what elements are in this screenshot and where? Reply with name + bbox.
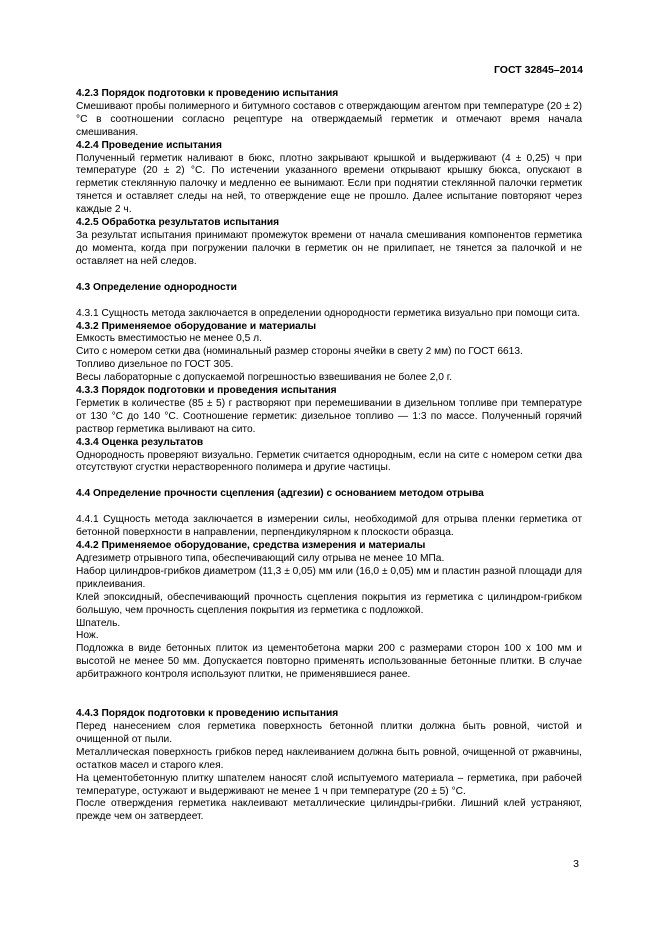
subsection-heading: 4.2.4 Проведение испытания xyxy=(76,139,222,151)
document-header-id: ГОСТ 32845–2014 xyxy=(493,64,583,76)
subsection-heading: 4.3.4 Оценка результатов xyxy=(76,436,204,448)
paragraph: Герметик в количестве (85 ± 5) г растворяют при перемешивании в дизельном топливе при температуре от 130 °С до 140 °С. Соотношение герметик: дизельное топливо — 1:3 по массе. Полученный горячий раствор герметика выливают на сито. xyxy=(76,397,582,435)
spacer xyxy=(76,295,582,308)
paragraph: Металлическая поверхность грибков перед наклеиванием должна быть ровной, очищенной от ржавчины, остатков масел и старого клея. xyxy=(76,746,582,771)
section-heading: 4.3 Определение однородности xyxy=(76,281,237,293)
paragraph: 4.4.1 Сущность метода заключается в измерении силы, необходимой для отрыва пленки герметика от бетонной поверхности в направлении, перпендикулярном к плоскости образца. xyxy=(76,514,582,539)
spacer xyxy=(76,269,582,282)
subsection-heading: 4.2.5 Обработка результатов испытания xyxy=(76,217,280,229)
paragraph: Весы лабораторные с допускаемой погрешностью взвешивания не более 2,0 г. xyxy=(76,372,453,384)
subsection-heading: 4.4.3 Порядок подготовки к проведению испытания xyxy=(76,708,339,720)
spacer xyxy=(76,501,582,514)
paragraph: После отверждения герметика наклеивают металлические цилиндры-грибки. Лишний клей устраняют, прежде чем он затвердеет. xyxy=(76,798,582,823)
paragraph: Клей эпоксидный, обеспечивающий прочность сцепления покрытия из герметика с цилиндром-грибком большую, чем прочность сцепления покрытия из герметика с подложкой. xyxy=(76,591,582,616)
subsection-heading: 4.4.2 Применяемое оборудование, средства измерения и материалы xyxy=(76,540,426,552)
paragraph: Шпатель. xyxy=(76,617,121,629)
subsection-heading: 4.2.3 Порядок подготовки к проведению испытания xyxy=(76,88,339,99)
paragraph: Нож. xyxy=(76,630,99,642)
subsection-heading: 4.3.2 Применяемое оборудование и материалы xyxy=(76,320,317,332)
paragraph: Адгезиметр отрывного типа, обеспечивающий силу отрыва не менее 10 МПа. xyxy=(76,553,445,564)
section-heading: 4.4 Определение прочности сцепления (адгезии) с основанием методом отрыва xyxy=(76,488,484,500)
paragraph: Подложка в виде бетонных плиток из цементобетона марки 200 с размерами сторон 100 х 100 мм и высотой не менее 50 мм. Допускается повторно применять использованные бетонные плитки. В случае арбитражного контроля используют плитки, не применявшиеся ранее. xyxy=(76,643,582,681)
paragraph: На цементобетонную плитку шпателем наносят слой испытуемого материала – герметика, при рабочей температуре, остужают и выдерживают не менее 1 ч при температуре (20 ± 5) °С. xyxy=(76,772,582,797)
paragraph: Перед нанесением слоя герметика поверхность бетонной плитки должна быть ровной, чистой и очищенной от пыли. xyxy=(76,720,582,745)
paragraph: Сито с номером сетки два (номинальный размер стороны ячейки в свету 2 мм) по ГОСТ 6613. xyxy=(76,346,523,358)
paragraph: Смешивают пробы полимерного и битумного составов с отверждающим агентом при температуре (20 ± 2) °С в соотношении согласно рецептуре на отверждаемый герметик и отмечают время начала смешивания. xyxy=(76,100,582,138)
paragraph: За результат испытания принимают промежуток времени от начала смешивания компонентов герметика до момента, когда при погружении палочки в герметик он не прилипает, не тянется за палочкой и не оставляет на ней следов. xyxy=(76,229,582,267)
paragraph: Топливо дизельное по ГОСТ 305. xyxy=(76,359,234,371)
paragraph: Однородность проверяют визуально. Герметик считается однородным, если на сите с номером сетки два отсутствуют сгустки нерастворенного полимера и другие частицы. xyxy=(76,449,582,474)
page-number: 3 xyxy=(573,858,579,870)
subsection-heading: 4.3.3 Порядок подготовки и проведения испытания xyxy=(76,385,337,397)
paragraph: 4.3.1 Сущность метода заключается в определении однородности герметика визуально при помощи сита. xyxy=(76,307,581,319)
spacer xyxy=(76,695,582,708)
paragraph: Емкость вместимостью не менее 0,5 л. xyxy=(76,333,262,345)
paragraph: Набор цилиндров-грибков диаметром (11,3 ± 0,05) мм или (16,0 ± 0,05) мм и пластин разной площади для приклеивания. xyxy=(76,565,582,590)
spacer xyxy=(76,682,582,695)
spacer xyxy=(76,475,582,488)
document-body xyxy=(76,88,582,824)
paragraph: Полученный герметик наливают в бюкс, плотно закрывают крышкой и выдерживают (4 ± 0,25) ч при температуре (20 ± 2) °С. По истечении указанного времени открывают крышку бюкса, опускают в герметик стеклянную палочку и медленно ее вынимают. Если при поднятии стеклянной палочки герметик тянется и оставляет следы на ней, то отверждение еще не прошло. Далее испытание повторяют через каждые 2 ч. xyxy=(76,152,582,216)
